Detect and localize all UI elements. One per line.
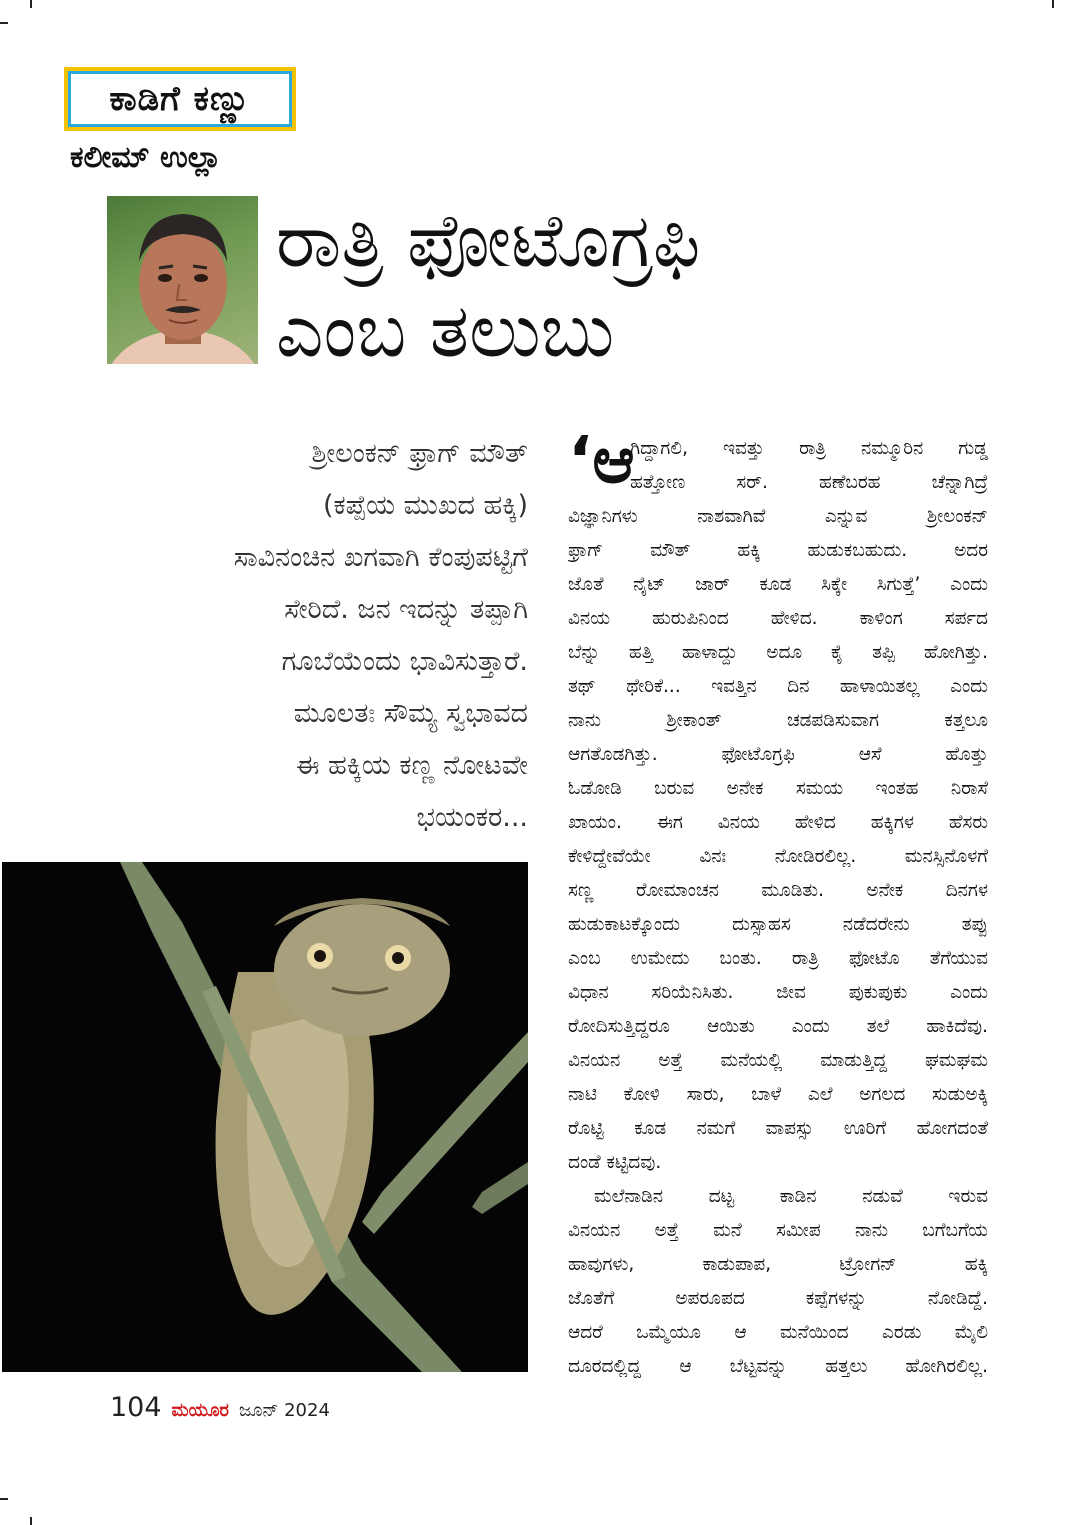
author-portrait-illustration — [107, 196, 258, 364]
crop-mark — [0, 22, 8, 24]
pull-quote-line: ಭಯಂಕರ... — [416, 802, 528, 833]
body-line: ತಥ್ ಥೇರಿಕೆ... ಇವತ್ತಿನ ದಿನ ಹಾಳಾಯಿತಲ್ಲ ಎಂದು — [568, 676, 988, 697]
drop-cap: ‘ಆ — [568, 424, 635, 498]
body-line: ಕೇಳಿದ್ದೇವೆಯೇ ವಿನಃ ನೋಡಿರಲಿಲ್ಲ. ಮನಸ್ಸಿನೊಳಗೆ — [568, 846, 988, 867]
frogmouth-bird-illustration — [2, 862, 528, 1372]
body-line: ವಿಧಾನ ಸರಿಯೆನಿಸಿತು. ಜೀವ ಪುಕುಪುಕು ಎಂದು — [568, 982, 988, 1003]
article-headline — [276, 196, 1036, 376]
body-line: ಮಲೆನಾಡಿನ ದಟ್ಟ ಕಾಡಿನ ನಡುವೆ ಇರುವ — [594, 1186, 988, 1207]
body-line: ಗಿದ್ದಾಗಲಿ, ಇವತ್ತು ರಾತ್ರಿ ನಮ್ಮೂರಿನ ಗುಡ್ಡ — [630, 438, 988, 459]
body-line: ನಾಟಿ ಕೋಳಿ ಸಾರು, ಬಾಳೆ ಎಲೆ ಅಗಲದ ಸುಡುಅಕ್ಕಿ — [568, 1084, 988, 1105]
pull-quote-line: ಗೂಬೆಯೆಂದು ಭಾವಿಸುತ್ತಾರೆ. — [281, 646, 528, 677]
column-logo — [64, 67, 296, 131]
author-name: ಕಲೀಮ್ ಉಲ್ಲಾ — [70, 140, 222, 175]
issue-date: ಜೂನ್ 2024 — [238, 1400, 330, 1421]
page-number: 104 — [110, 1392, 162, 1423]
pull-quote-line: (ಕಪ್ಪೆಯ ಮುಖದ ಹಕ್ಕಿ) — [322, 490, 528, 521]
body-line: ಬೆನ್ನು ಹತ್ತಿ ಹಾಳಾದ್ದು ಅದೂ ಕೈ ತಪ್ಪಿ ಹೋಗಿತ್ತು. — [568, 642, 988, 663]
magazine-logo: ಮಯೂರ — [171, 1400, 229, 1421]
body-line: ಫ್ರಾಗ್ ಮೌತ್ ಹಕ್ಕಿ ಹುಡುಕಬಹುದು. ಅದರ — [568, 540, 988, 561]
body-line: ಎಂಬ ಉಮೇದು ಬಂತು. ರಾತ್ರಿ ಫೋಟೊ ತೆಗೆಯುವ — [568, 948, 988, 969]
body-line: ಆದರೆ ಒಮ್ಮೆಯೂ ಆ ಮನೆಯಿಂದ ಎರಡು ಮೈಲಿ — [568, 1322, 988, 1343]
body-line: ವಿನಯನ ಅತ್ತೆ ಮನೆ ಸಮೀಪ ನಾನು ಬಗೆಬಗೆಯ — [568, 1220, 988, 1241]
body-line: ಓಡೋಡಿ ಬರುವ ಅನೇಕ ಸಮಯ ಇಂತಹ ನಿರಾಸೆ — [568, 778, 988, 799]
body-line: ಜೊತೆಗೆ ಅಪರೂಪದ ಕಪ್ಪೆಗಳನ್ನು ನೋಡಿದ್ದೆ. — [568, 1288, 988, 1309]
body-line: ಹುಡುಕಾಟಕ್ಕೊಂದು ದುಸ್ಸಾಹಸ ನಡೆದರೇನು ತಪ್ಪು — [568, 914, 988, 935]
crop-mark — [30, 1517, 32, 1525]
body-line: ವಿನಯನ ಅತ್ತೆ ಮನೆಯಲ್ಲಿ ಮಾಡುತ್ತಿದ್ದ ಘಮಘಮ — [568, 1050, 988, 1071]
body-line: ಆಗತೊಡಗಿತ್ತು. ಫೋಟೊಗ್ರಫಿ ಆಸೆ ಹೊತ್ತು — [568, 744, 988, 765]
body-line: ರೊಟ್ಟಿ ಕೂಡ ನಮಗೆ ವಾಪಸ್ಸು ಊರಿಗೆ ಹೋಗದಂತೆ — [568, 1118, 988, 1139]
headline-line: ರಾತ್ರಿ ಫೋಟೊಗ್ರಫಿ — [276, 198, 701, 284]
article-body — [568, 432, 988, 1384]
frogmouth-photo — [2, 862, 528, 1372]
body-line: ಹತ್ತೋಣ ಸರ್. ಹಣೆಬರಹ ಚೆನ್ನಾಗಿದ್ರೆ — [630, 472, 988, 493]
page-footer — [110, 1392, 330, 1423]
body-line: ದಂಡೆ ಕಟ್ಟಿದವು. — [568, 1152, 662, 1173]
body-line: ರೋದಿಸುತ್ತಿದ್ದರೂ ಆಯಿತು ಎಂದು ತಲೆ ಹಾಕಿದೆವು. — [568, 1016, 988, 1037]
pull-quote-line: ಈ ಹಕ್ಕಿಯ ಕಣ್ಣ ನೋಟವೇ — [295, 750, 528, 781]
pull-quote-line: ಸಾವಿನಂಚಿನ ಖಗವಾಗಿ ಕೆಂಪುಪಟ್ಟಿಗೆ — [233, 542, 528, 573]
pull-quote-line: ಶ್ರೀಲಂಕನ್ ಫ್ರಾಗ್ ಮೌತ್ — [311, 438, 528, 469]
body-line: ದೂರದಲ್ಲಿದ್ದ ಆ ಬೆಟ್ಟವನ್ನು ಹತ್ತಲು ಹೋಗಿರಲಿಲ್ಲ. — [568, 1356, 988, 1377]
crop-mark — [1052, 0, 1054, 8]
crop-mark — [0, 1498, 8, 1500]
pull-quote-line: ಸೇರಿದೆ. ಜನ ಇದನ್ನು ತಪ್ಪಾಗಿ — [284, 594, 528, 625]
column-logo-text: ಕಾಡಿಗೆ ಕಣ್ಣು — [109, 79, 251, 119]
body-line: ಖಾಯಂ. ಈಗ ವಿನಯ ಹೇಳಿದ ಹಕ್ಕಿಗಳ ಹೆಸರು — [568, 812, 988, 833]
body-line: ನಾನು ಶ್ರೀಕಾಂತ್ ಚಡಪಡಿಸುವಾಗ ಕತ್ತಲೂ — [568, 710, 988, 731]
author-photo — [107, 196, 258, 364]
body-line: ವಿನಯ ಹುರುಪಿನಿಂದ ಹೇಳಿದ. ಕಾಳಿಂಗ ಸರ್ಪದ — [568, 608, 988, 629]
body-line: ಹಾವುಗಳು, ಕಾಡುಪಾಪ, ಟ್ರೋಗನ್ ಹಕ್ಕಿ — [568, 1254, 988, 1275]
pull-quote — [100, 428, 528, 844]
body-line: ಜೊತೆ ನೈಟ್ ಜಾರ್ ಕೂಡ ಸಿಕ್ಕೇ ಸಿಗುತ್ತೆ’ ಎಂದು — [568, 574, 988, 595]
body-line: ವಿಜ್ಞಾನಿಗಳು ನಾಶವಾಗಿವೆ ಎನ್ನುವ ಶ್ರೀಲಂಕನ್ — [568, 506, 988, 527]
headline-line: ಎಂಬ ತಲುಬು — [276, 288, 615, 374]
pull-quote-line: ಮೂಲತಃ ಸೌಮ್ಯ ಸ್ವಭಾವದ — [293, 698, 528, 729]
body-line: ಸಣ್ಣ ರೋಮಾಂಚನ ಮೂಡಿತು. ಅನೇಕ ದಿನಗಳ — [568, 880, 988, 901]
crop-mark — [30, 0, 32, 8]
